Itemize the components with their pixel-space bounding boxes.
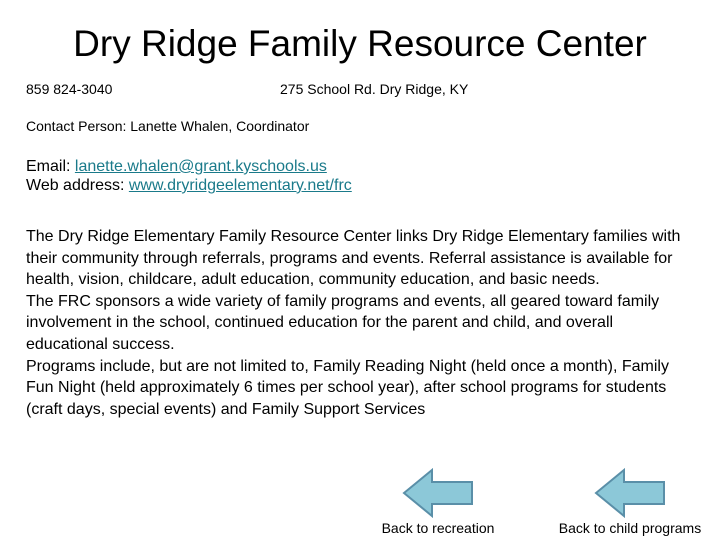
- email-link[interactable]: lanette.whalen@grant.kyschools.us: [74, 158, 327, 175]
- paragraph-intro: The Dry Ridge Elementary Family Resource Center links Dry Ridge Elementary families with their community through referrals, programs and events. Referral assistance is available for health, vision, childcare, adult education, community education, and basic needs.: [26, 228, 681, 289]
- back-to-child-programs-label: Back to child programs: [558, 520, 702, 536]
- email-line: [26, 157, 352, 176]
- paragraph-sponsors: The FRC sponsors a wide variety of family programs and events, all geared toward family involvement in the school, continued education for the parent and child, and overall educational success.: [26, 292, 660, 353]
- paragraph-programs-cont: (craft days, special events) and Family Support Services: [26, 400, 426, 418]
- left-arrow-icon: [594, 468, 666, 518]
- page-title: Dry Ridge Family Resource Center: [73, 23, 647, 64]
- description: [26, 226, 686, 420]
- web-link[interactable]: www.dryridgeelementary.net/frc: [128, 177, 352, 194]
- back-to-recreation-label: Back to recreation: [381, 520, 495, 536]
- web-label: Web address:: [26, 177, 129, 194]
- back-to-child-programs-button[interactable]: [540, 468, 720, 537]
- contact-person: Contact Person: Lanette Whalen, Coordinator: [26, 118, 310, 134]
- contact-links: [26, 157, 352, 195]
- phone-number: 859 824-3040: [26, 81, 113, 97]
- left-arrow-icon: [402, 468, 474, 518]
- web-line: [26, 176, 352, 195]
- paragraph-programs: Programs include, but are not limited to, Family Reading Night (held once a month), Family Fun Night (held approximately 6 times per school year), after school programs for students: [26, 357, 669, 397]
- back-to-recreation-button[interactable]: [368, 468, 508, 537]
- address: 275 School Rd. Dry Ridge, KY: [280, 81, 469, 97]
- email-label: Email:: [26, 158, 75, 175]
